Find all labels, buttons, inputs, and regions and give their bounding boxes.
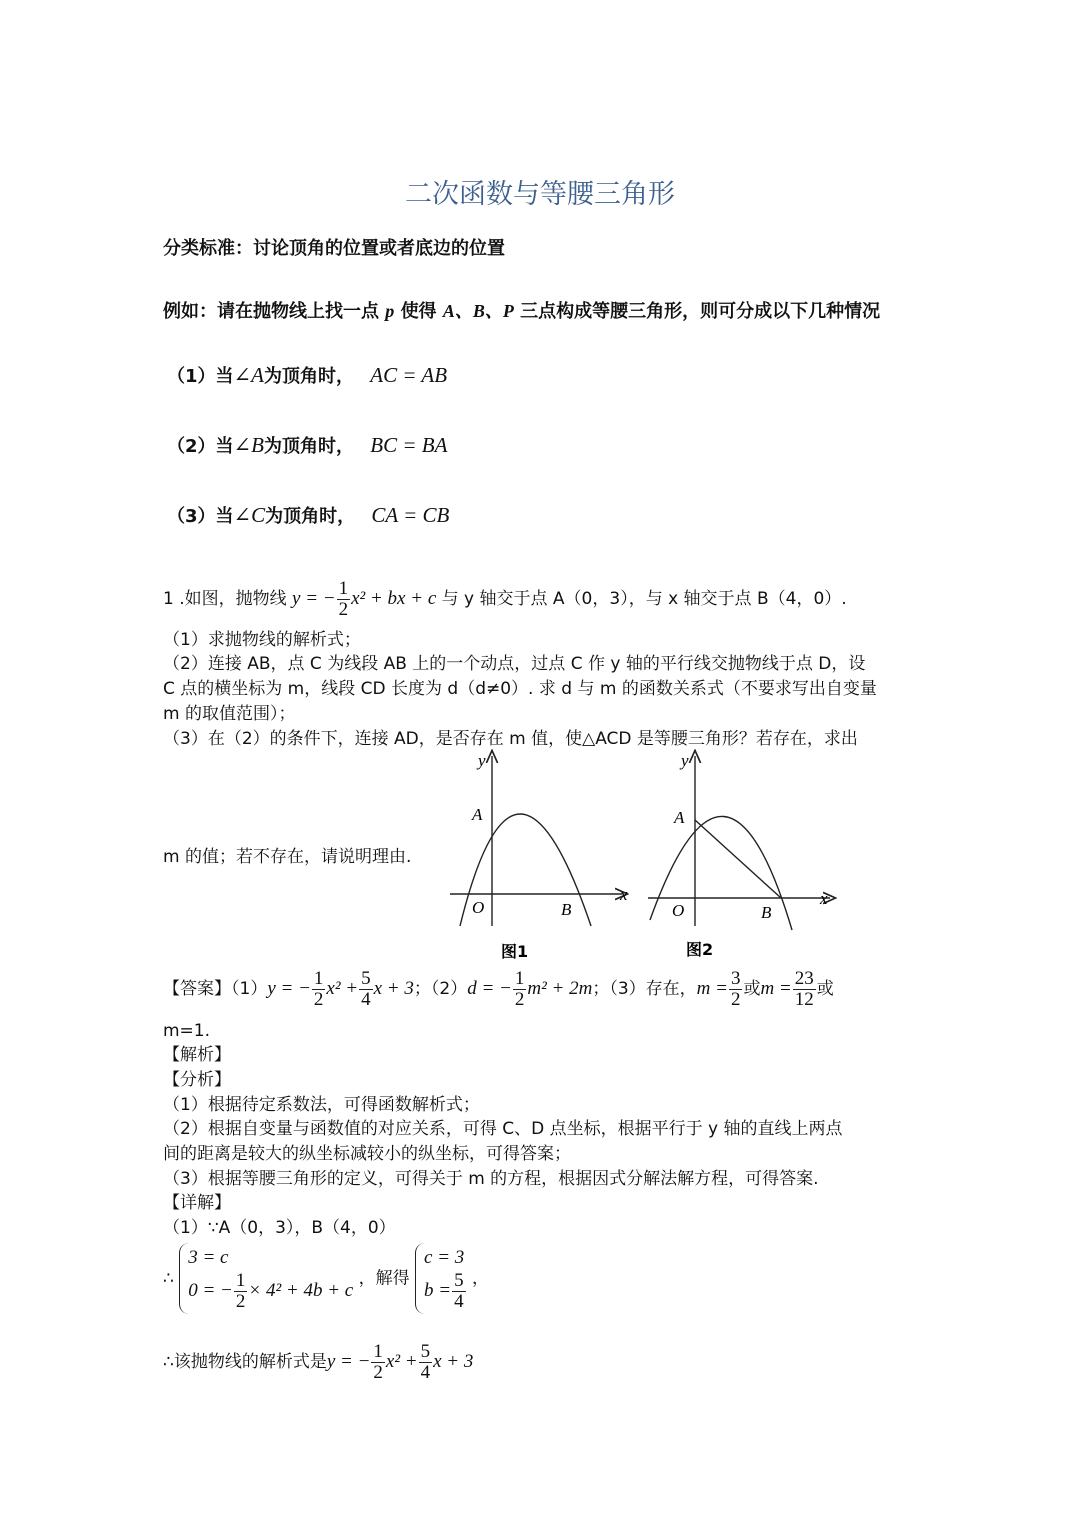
problem-q2-line3: m 的取值范围）；: [163, 704, 296, 724]
answer-or2: 或: [816, 979, 834, 999]
fig1-y-label: y: [478, 751, 486, 770]
example-p: p: [385, 301, 395, 321]
detail-1: （1）∵A（0，3），B（4，0）: [163, 1218, 396, 1238]
example-mid: 使得: [400, 301, 437, 322]
answer-p3-frac1: [729, 969, 743, 1010]
fig1-caption: 图1: [501, 942, 529, 961]
answer-p3-frac1-den: 2: [730, 988, 741, 1010]
system-2-row2-lhs: b =: [424, 1279, 452, 1301]
problem-intro-text2: 与 y 轴交于点 A（0，3），与 x 轴交于点 B（4，0）.: [441, 589, 847, 609]
answer-p3-m1: m =: [696, 978, 728, 999]
problem-intro: [163, 574, 847, 624]
answer-sep2: ；（2）: [413, 979, 468, 999]
answer-p1-lhs: y = −: [267, 978, 311, 999]
therefore-symbol: ∴: [163, 1268, 174, 1289]
analysis-fenxi: 【分析】: [163, 1070, 231, 1090]
problem-q3-line1: （3）在（2）的条件下，连接 AD，是否存在 m 值，使△ACD 是等腰三角形？若存在，求出: [163, 729, 858, 749]
final-frac2: [419, 1342, 433, 1383]
system-1-row1: 3 = c: [188, 1247, 229, 1268]
system-2-frac-num: 5: [454, 1270, 464, 1291]
case-2-eq: BC = BA: [370, 433, 448, 457]
answer-p1-mid: x² +: [326, 978, 359, 999]
problem-q2-line2: C 点的横坐标为 m，线段 CD 长度为 d（d≠0）. 求 d 与 m 的函数关系式（不要求写出自变量: [163, 679, 877, 699]
problem-eq-rest: x² + bx + c: [351, 588, 437, 609]
problem-q2-line1: （2）连接 AB，点 C 为线段 AB 上的一个动点，过点 C 作 y 轴的平行线交抛物线于点 D，设: [163, 654, 866, 674]
system-line: [163, 1243, 489, 1314]
analysis-jiexi: 【解析】: [163, 1045, 231, 1065]
case-1-eq: AC = AB: [370, 363, 448, 387]
answer-p3-frac2-num: 23: [794, 967, 814, 989]
system-1-frac: [234, 1271, 248, 1312]
problem-eq-frac-den: 2: [338, 598, 349, 620]
system-2-frac: [452, 1271, 466, 1312]
case-2: [167, 432, 447, 458]
system-1-row2-lhs: 0 = −: [188, 1279, 233, 1301]
fig2-a-label: A: [674, 808, 685, 827]
fig2-caption: 图2: [686, 940, 714, 959]
answer-p1-frac1: [312, 969, 326, 1010]
example-prefix: 例如：请在抛物线上找一点: [163, 301, 379, 322]
fig2-b-label: B: [761, 903, 772, 922]
answer-p2-frac: [513, 969, 527, 1010]
answer-p1-frac2: [359, 969, 373, 1010]
case-2-tail: 为顶角时，: [263, 436, 354, 457]
answer-p3-m2: m =: [760, 978, 792, 999]
final-text: ∴该抛物线的解析式是: [163, 1352, 327, 1372]
analysis-2-line2: 间的距离是较大的纵坐标减较小的纵坐标，可得答案；: [163, 1144, 571, 1164]
fig1-o-label: O: [472, 898, 485, 917]
system-1-row2: [188, 1271, 353, 1312]
final-frac1: [371, 1342, 385, 1383]
case-3: [167, 502, 449, 528]
answer-head: 【答案】（1）: [163, 979, 268, 999]
final-frac2-num: 5: [420, 1340, 431, 1362]
answer-sep3: ；（3）存在，: [592, 979, 697, 999]
example-suffix: 三点构成等腰三角形，则可分成以下几种情况: [520, 301, 881, 322]
final-frac1-den: 2: [373, 1361, 383, 1383]
fig2-x-label: x: [820, 889, 828, 908]
answer-p1-frac1-den: 2: [313, 988, 324, 1010]
problem-eq-frac: [337, 579, 351, 620]
fig2-segment-ab: [695, 820, 781, 898]
fig2-y-label: y: [681, 751, 689, 770]
case-1: [167, 362, 447, 388]
final-frac1-num: 1: [373, 1340, 383, 1362]
answer-p2-lhs: d = −: [467, 978, 512, 999]
system-2-frac-den: 4: [454, 1291, 464, 1312]
solve-text: ，解得: [358, 1268, 410, 1289]
case-2-angle: ∠B: [233, 433, 264, 457]
example-line: [163, 297, 880, 323]
answer-p3-frac2-den: 12: [794, 988, 814, 1010]
case-3-tail: 为顶角时，: [265, 506, 356, 527]
fig1-b-label: B: [561, 900, 572, 919]
system-1-frac-num: 1: [235, 1270, 246, 1291]
classification-line: 分类标准：讨论顶角的位置或者底边的位置: [163, 238, 505, 259]
system-2-row2: [424, 1271, 467, 1312]
problem-eq-frac-num: 1: [338, 577, 349, 599]
answer-p2-tail: m² + 2m: [527, 978, 593, 999]
problem-eq-lhs: y = −: [292, 588, 336, 609]
answer-p3-frac2: [793, 969, 816, 1010]
fig1-a-label: A: [472, 805, 483, 824]
answer-p1-frac2-num: 5: [361, 967, 371, 989]
answer-line: [163, 964, 834, 1014]
problem-q3-line2: m 的值；若不存在，请说明理由.: [163, 847, 412, 867]
analysis-2-line1: （2）根据自变量与函数值的对应关系，可得 C、D 点坐标，根据平行于 y 轴的直线上两点: [163, 1119, 843, 1139]
answer-last: m=1.: [163, 1021, 211, 1041]
final-line: [163, 1337, 473, 1387]
case-2-num: （2）当: [167, 436, 234, 457]
problem-intro-text: 1 .如图，抛物线: [163, 589, 287, 609]
answer-p3-frac1-num: 3: [730, 967, 741, 989]
problem-q1: （1）求抛物线的解析式；: [163, 630, 361, 650]
page-title: 二次函数与等腰三角形: [405, 179, 675, 210]
case-3-num: （3）当: [167, 506, 234, 527]
case-3-angle: ∠C: [233, 503, 266, 527]
fig2-o-label: O: [672, 901, 685, 920]
figure-2: [640, 748, 845, 963]
system-2-row1: c = 3: [424, 1247, 465, 1268]
example-points: A、B、P: [442, 301, 514, 321]
case-3-eq: CA = CB: [371, 503, 450, 527]
fig1-x-label: x: [620, 885, 628, 904]
answer-p1-tail: x + 3: [373, 978, 414, 999]
analysis-xiangjie: 【详解】: [163, 1193, 231, 1213]
case-1-angle: ∠A: [233, 363, 264, 387]
system-2: [415, 1243, 467, 1314]
analysis-3: （3）根据等腰三角形的定义，可得关于 m 的方程，根据因式分解法解方程，可得答案.: [163, 1169, 819, 1189]
analysis-1: （1）根据待定系数法，可得函数解析式；: [163, 1095, 480, 1115]
system-1-frac-den: 2: [235, 1291, 246, 1312]
case-1-num: （1）当: [167, 366, 234, 387]
final-frac2-den: 4: [420, 1361, 431, 1383]
final-mid: x² +: [385, 1351, 418, 1372]
case-1-tail: 为顶角时，: [263, 366, 354, 387]
system-1-row2-tail: × 4² + 4b + c: [248, 1279, 354, 1301]
answer-p2-frac-den: 2: [514, 988, 525, 1010]
answer-p1-frac1-num: 1: [313, 967, 324, 989]
final-tail: x + 3: [433, 1351, 474, 1372]
answer-p1-frac2-den: 4: [361, 988, 371, 1010]
figure-1: [440, 748, 640, 963]
answer-p2-frac-num: 1: [514, 967, 525, 989]
system-1: [179, 1243, 353, 1314]
answer-or1: 或: [743, 979, 761, 999]
final-lhs: y = −: [326, 1351, 371, 1372]
system-comma: ，: [472, 1268, 490, 1289]
